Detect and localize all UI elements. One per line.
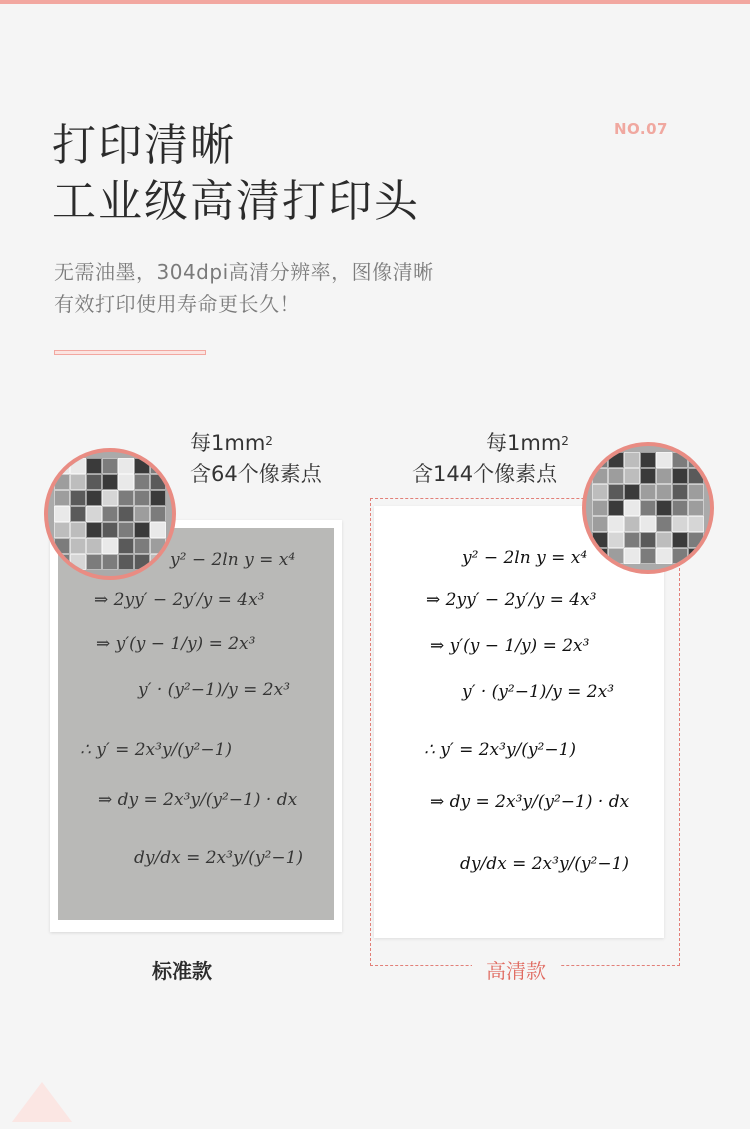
pixel-cell <box>608 468 624 484</box>
pixel-cell <box>624 452 640 468</box>
pixel-cell <box>150 490 166 506</box>
standard-print-gray-area <box>58 528 334 920</box>
pixel-cell <box>624 548 640 564</box>
pixel-cell <box>102 458 118 474</box>
pixel-cell <box>688 548 704 564</box>
pixel-cell <box>688 452 704 468</box>
pixel-cell <box>640 452 656 468</box>
standard-pixel-zoom <box>44 448 176 580</box>
standard-caption-pixels: 含64个像素点 <box>190 462 322 486</box>
pixel-cell <box>624 468 640 484</box>
pixel-cell <box>624 500 640 516</box>
pixel-cell <box>150 506 166 522</box>
pixel-cell <box>102 506 118 522</box>
pixel-cell <box>118 538 134 554</box>
decorative-triangle <box>12 1082 72 1122</box>
pixel-cell <box>150 538 166 554</box>
pixel-cell <box>118 474 134 490</box>
pixel-cell <box>672 468 688 484</box>
pixel-cell <box>592 516 608 532</box>
pixel-cell <box>608 548 624 564</box>
pixel-cell <box>70 554 86 570</box>
pixel-cell <box>54 522 70 538</box>
pixel-grid <box>54 458 166 570</box>
pixel-cell <box>608 516 624 532</box>
pixel-cell <box>608 452 624 468</box>
pixel-cell <box>118 522 134 538</box>
pixel-cell <box>640 548 656 564</box>
math-line: y² − 2ln y = x⁴ <box>170 550 296 570</box>
pixel-cell <box>86 554 102 570</box>
pixel-cell <box>672 516 688 532</box>
pixel-cell <box>54 554 70 570</box>
pixel-cell <box>86 458 102 474</box>
pixel-cell <box>150 458 166 474</box>
pixel-cell <box>54 506 70 522</box>
pixel-cell <box>86 474 102 490</box>
pixel-cell <box>134 554 150 570</box>
pixel-cell <box>592 468 608 484</box>
math-line: ∴ y′ = 2x³y/(y²−1) <box>424 740 577 760</box>
pixel-cell <box>608 500 624 516</box>
pixel-cell <box>118 458 134 474</box>
pixel-cell <box>102 538 118 554</box>
math-line: dy/dx = 2x³y/(y²−1) <box>134 848 304 868</box>
pixel-cell <box>672 500 688 516</box>
math-line: ⇒ y′(y − 1/y) = 2x³ <box>96 634 256 654</box>
math-line: y′ · (y²−1)/y = 2x³ <box>138 680 291 700</box>
pixel-cell <box>150 554 166 570</box>
pixel-cell <box>86 522 102 538</box>
pixel-cell <box>656 516 672 532</box>
pixel-cell <box>54 474 70 490</box>
standard-caption <box>190 428 322 490</box>
pixel-cell <box>640 484 656 500</box>
pixel-cell <box>54 458 70 474</box>
pixel-cell <box>672 548 688 564</box>
hd-caption-sup: 2 <box>561 434 569 448</box>
pixel-cell <box>640 500 656 516</box>
standard-print-sample <box>50 520 342 932</box>
math-line: ⇒ y′(y − 1/y) = 2x³ <box>430 636 590 656</box>
pixel-cell <box>656 452 672 468</box>
math-line: ⇒ 2yy′ − 2y′/y = 4x³ <box>426 590 597 610</box>
pixel-cell <box>640 516 656 532</box>
pixel-cell <box>102 474 118 490</box>
pixel-cell <box>102 490 118 506</box>
pixel-cell <box>592 452 608 468</box>
hd-print-sample <box>374 506 664 938</box>
pixel-cell <box>86 490 102 506</box>
pixel-cell <box>134 474 150 490</box>
description <box>54 256 434 320</box>
pixel-cell <box>640 468 656 484</box>
pixel-cell <box>592 548 608 564</box>
pixel-cell <box>118 506 134 522</box>
math-line: y² − 2ln y = x⁴ <box>462 548 588 568</box>
hd-pixel-zoom <box>582 442 714 574</box>
pixel-cell <box>134 490 150 506</box>
standard-caption-sup: 2 <box>265 434 273 448</box>
pixel-cell <box>592 484 608 500</box>
pixel-cell <box>672 532 688 548</box>
pixel-cell <box>134 522 150 538</box>
pixel-cell <box>150 474 166 490</box>
pixel-cell <box>640 532 656 548</box>
page-title <box>52 118 420 230</box>
pixel-cell <box>688 468 704 484</box>
math-line: ⇒ dy = 2x³y/(y²−1) · dx <box>430 792 630 812</box>
description-line-2: 有效打印使用寿命更长久！ <box>54 292 300 316</box>
pixel-cell <box>70 538 86 554</box>
pixel-cell <box>656 532 672 548</box>
pixel-cell <box>134 458 150 474</box>
pixel-cell <box>118 490 134 506</box>
pixel-cell <box>608 484 624 500</box>
description-line-1: 无需油墨，304dpi高清分辨率，图像清晰 <box>54 260 434 284</box>
pixel-cell <box>54 490 70 506</box>
math-line: dy/dx = 2x³y/(y²−1) <box>460 854 630 874</box>
pixel-cell <box>70 522 86 538</box>
pixel-cell <box>134 538 150 554</box>
pixel-cell <box>70 458 86 474</box>
pixel-cell <box>672 452 688 468</box>
section-number: NO.07 <box>613 120 668 138</box>
pixel-cell <box>118 554 134 570</box>
pixel-cell <box>688 516 704 532</box>
pixel-cell <box>102 522 118 538</box>
pixel-cell <box>672 484 688 500</box>
pixel-cell <box>656 484 672 500</box>
math-line: y′ · (y²−1)/y = 2x³ <box>462 682 615 702</box>
pixel-cell <box>656 500 672 516</box>
hd-caption <box>412 428 569 490</box>
pixel-cell <box>688 484 704 500</box>
hd-caption-density: 每1mm <box>486 431 562 455</box>
math-line: ∴ y′ = 2x³y/(y²−1) <box>80 740 233 760</box>
pixel-cell <box>102 554 118 570</box>
pixel-cell <box>70 490 86 506</box>
pixel-cell <box>86 538 102 554</box>
title-line-1: 打印清晰 <box>52 120 236 171</box>
pixel-cell <box>624 484 640 500</box>
pixel-cell <box>688 500 704 516</box>
pixel-cell <box>70 506 86 522</box>
pixel-cell <box>592 500 608 516</box>
pixel-cell <box>150 522 166 538</box>
hd-caption-pixels: 含144个像素点 <box>412 462 558 486</box>
standard-caption-density: 每1mm <box>190 431 266 455</box>
pixel-cell <box>592 532 608 548</box>
pixel-cell <box>70 474 86 490</box>
standard-label: 标准款 <box>152 959 212 983</box>
pixel-cell <box>688 532 704 548</box>
pixel-cell <box>656 548 672 564</box>
math-line: ⇒ dy = 2x³y/(y²−1) · dx <box>98 790 298 810</box>
pixel-cell <box>86 506 102 522</box>
pixel-cell <box>624 516 640 532</box>
math-line: ⇒ 2yy′ − 2y′/y = 4x³ <box>94 590 265 610</box>
pixel-cell <box>54 538 70 554</box>
pixel-cell <box>608 532 624 548</box>
pixel-cell <box>134 506 150 522</box>
accent-bar <box>54 350 206 355</box>
top-accent-line <box>0 0 750 4</box>
hd-label: 高清款 <box>472 955 560 984</box>
pixel-cell <box>624 532 640 548</box>
title-line-2: 工业级高清打印头 <box>52 176 420 227</box>
pixel-cell <box>656 468 672 484</box>
pixel-grid <box>592 452 704 564</box>
